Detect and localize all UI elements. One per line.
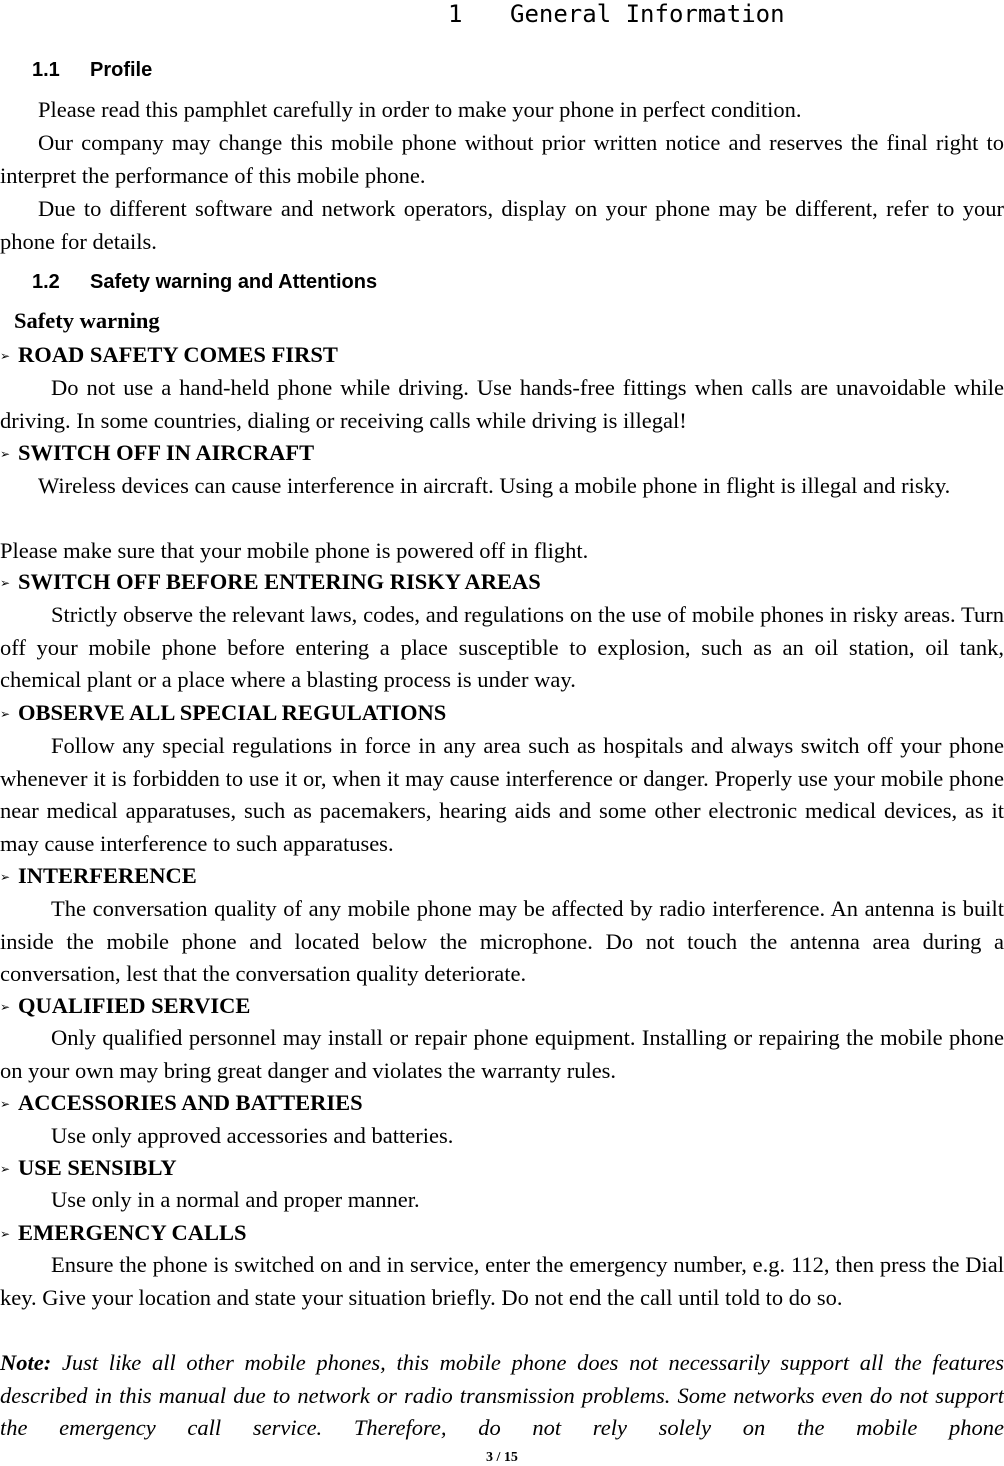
profile-paragraph: Our company may change this mobile phone without prior written notice and reserves the final right to interpret the performance of this mobile phone. <box>0 130 1004 188</box>
item-body: Ensure the phone is switched on and in service, enter the emergency number, e.g. 112, then press the Dial key. Give your location and state your situation briefly. Do not end the call until told to do so. <box>0 1252 1004 1310</box>
item-body: Follow any special regulations in force in any area such as hospitals and always switch off your phone whenever it is forbidden to use it or, when it may cause interference or danger. Properly use your mobile phone near medical apparatuses, such as pacemakers, hearing aids and some other electronic medical devices, as it may cause interference to such apparatuses. <box>0 733 1004 856</box>
bullet-arrow-icon: ➢ <box>0 1227 11 1241</box>
page-number: 3 / 15 <box>486 1450 518 1465</box>
item-heading: ➢ QUALIFIED SERVICE <box>0 991 250 1021</box>
item-body: The conversation quality of any mobile phone may be affected by radio interference. An antenna is built inside the mobile phone and located below the microphone. Do not touch the antenna area during a conversation, lest that the conversation quality deteriorate. <box>0 896 1004 987</box>
item-heading: ➢ SWITCH OFF IN AIRCRAFT <box>0 438 314 468</box>
chapter-number: 1 <box>448 0 463 28</box>
section-title: Profile <box>90 59 153 81</box>
chapter-heading <box>0 0 1004 28</box>
bullet-arrow-icon: ➢ <box>0 447 11 461</box>
section-number: 1.2 <box>32 271 60 293</box>
item-body: Do not use a hand-held phone while driving. Use hands-free fittings when calls are unavoidable while driving. In some countries, dialing or receiving calls while driving is illegal! <box>0 375 1004 433</box>
item-heading: ➢ ROAD SAFETY COMES FIRST <box>0 340 338 370</box>
section-number: 1.1 <box>32 59 60 81</box>
safety-warning-heading: Safety warning <box>14 308 160 333</box>
profile-paragraph: Due to different software and network operators, display on your phone may be different, refer to your phone for details. <box>0 196 1004 254</box>
bullet-arrow-icon: ➢ <box>0 349 11 363</box>
item-body: Only qualified personnel may install or repair phone equipment. Installing or repairing the mobile phone on your own may bring great danger and violates the warranty rules. <box>0 1025 1004 1083</box>
section-heading-safety <box>0 269 1004 295</box>
bullet-arrow-icon: ➢ <box>0 707 11 721</box>
note-text: Just like all other mobile phones, this mobile phone does not necessarily support all the features described in this manual due to network or radio transmission problems. Some networks even do not support the emergency call service. Therefore, do not rely solely on the mobile phone <box>0 1350 1004 1441</box>
item-heading: ➢ EMERGENCY CALLS <box>0 1218 247 1248</box>
item-heading: ➢ OBSERVE ALL SPECIAL REGULATIONS <box>0 698 446 728</box>
item-heading: ➢ ACCESSORIES AND BATTERIES <box>0 1088 363 1118</box>
bullet-arrow-icon: ➢ <box>0 576 11 590</box>
item-heading: ➢ USE SENSIBLY <box>0 1153 177 1183</box>
note-label: Note: <box>0 1350 52 1375</box>
profile-paragraph: Please read this pamphlet carefully in order to make your phone in perfect condition. <box>38 97 802 122</box>
bullet-arrow-icon: ➢ <box>0 870 11 884</box>
section-title: Safety warning and Attentions <box>90 271 378 293</box>
item-body: Use only approved accessories and batteries. <box>51 1123 454 1148</box>
bullet-arrow-icon: ➢ <box>0 1000 11 1014</box>
item-body: Wireless devices can cause interference in aircraft. Using a mobile phone in flight is illegal and risky. <box>38 473 951 498</box>
bullet-arrow-icon: ➢ <box>0 1097 11 1111</box>
section-heading-profile <box>0 57 1004 83</box>
item-heading: ➢ INTERFERENCE <box>0 861 197 891</box>
item-body: Use only in a normal and proper manner. <box>51 1187 420 1212</box>
item-body-extra: Please make sure that your mobile phone is powered off in flight. <box>0 538 589 563</box>
item-heading: ➢ SWITCH OFF BEFORE ENTERING RISKY AREAS <box>0 567 541 597</box>
chapter-title: General Information <box>510 0 785 28</box>
item-body: Strictly observe the relevant laws, codes, and regulations on the use of mobile phones in risky areas. Turn off your mobile phone before entering a place susceptible to explosion, such as an oil station, oil tank, chemical plant or a place where a blasting process is under way. <box>0 602 1004 693</box>
note-paragraph <box>0 1347 1004 1445</box>
bullet-arrow-icon: ➢ <box>0 1162 11 1176</box>
